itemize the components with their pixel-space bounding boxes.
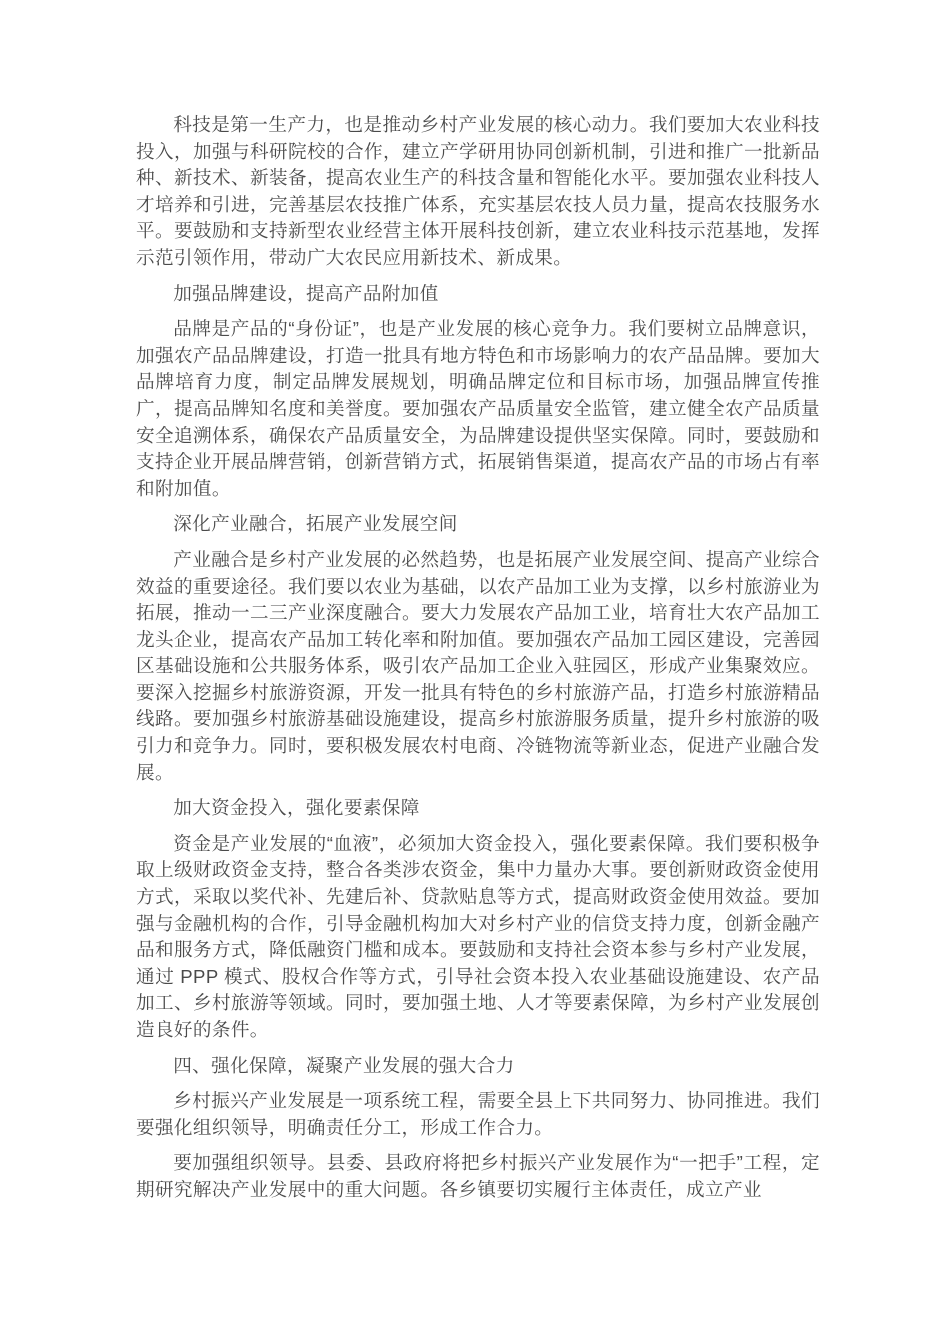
body-paragraph: 品牌是产品的“身份证”，也是产业发展的核心竞争力。我们要树立品牌意识，加强农产品品牌建设，打造一批具有地方特色和市场影响力的农产品品牌。要加大品牌培育力度，制定品牌发展规划，明确品牌定位和目标市场，加强品牌宣传推广，提高品牌知名度和美誉度。要加强农产品质量安全监管，建立健全农产品质量安全追溯体系，确保农产品质量安全，为品牌建设提供坚实保障。同时，要鼓励和支持企业开展品牌营销，创新营销方式，拓展销售渠道，提高农产品的市场占有率和附加值。 xyxy=(136,318,820,499)
subheading-industry-integration: 深化产业融合，拓展产业发展空间 xyxy=(173,513,458,535)
section-heading-four: 四、强化保障，凝聚产业发展的强大合力 xyxy=(173,1054,515,1076)
body-paragraph: 产业融合是乡村产业发展的必然趋势，也是拓展产业发展空间、提高产业综合效益的重要途径。我们要以农业为基础，以农产品加工业为支撑，以乡村旅游业为拓展，推动一二三产业深度融合。要大力发展农产品加工业，培育壮大农产品加工龙头企业，提高农产品加工转化率和附加值。要加强农产品加工园区建设，完善园区基础设施和公共服务体系，吸引农产品加工企业入驻园区，形成产业集聚效应。要深入挖掘乡村旅游资源，开发一批具有特色的乡村旅游产品，打造乡村旅游精品线路。要加强乡村旅游基础设施建设，提高乡村旅游服务质量，提升乡村旅游的吸引力和竞争力。同时，要积极发展农村电商、冷链物流等新业态，促进产业融合发展。 xyxy=(136,548,820,783)
body-paragraph: 要加强组织领导。县委、县政府将把乡村振兴产业发展作为“一把手”工程，定期研究解决产业发展中的重大问题。各乡镇要切实履行主体责任，成立产业 xyxy=(136,1152,820,1200)
body-paragraph: 乡村振兴产业发展是一项系统工程，需要全县上下共同努力、协同推进。我们要强化组织领导，明确责任分工，形成工作合力。 xyxy=(136,1090,820,1138)
body-paragraph: 资金是产业发展的“血液”，必须加大资金投入，强化要素保障。我们要积极争取上级财政资金支持，整合各类涉农资金，集中力量办大事。要创新财政资金使用方式，采取以奖代补、先建后补、贷款贴息等方式，提高财政资金使用效益。要加强与金融机构的合作，引导金融机构加大对乡村产业的信贷支持力度，创新金融产品和服务方式，降低融资门槛和成本。要鼓励和支持社会资本参与乡村产业发展，通过 PPP 模式、股权合作等方式，引导社会资本投入农业基础设施建设、农产品加工、乡村旅游等领域。同时，要加强土地、人才等要素保障，为乡村产业发展创造良好的条件。 xyxy=(136,832,820,1040)
subheading-capital-investment: 加大资金投入，强化要素保障 xyxy=(173,797,420,819)
document-text-column xyxy=(136,112,820,1204)
body-paragraph: 科技是第一生产力，也是推动乡村产业发展的核心动力。我们要加大农业科技投入，加强与科研院校的合作，建立产学研用协同创新机制，引进和推广一批新品种、新技术、新装备，提高农业生产的科技含量和智能化水平。要加强农业科技人才培养和引进，完善基层农技推广体系，充实基层农技人员力量，提高农技服务水平。要鼓励和支持新型农业经营主体开展科技创新，建立农业科技示范基地，发挥示范引领作用，带动广大农民应用新技术、新成果。 xyxy=(136,114,820,268)
subheading-brand-building: 加强品牌建设，提高产品附加值 xyxy=(173,282,439,304)
